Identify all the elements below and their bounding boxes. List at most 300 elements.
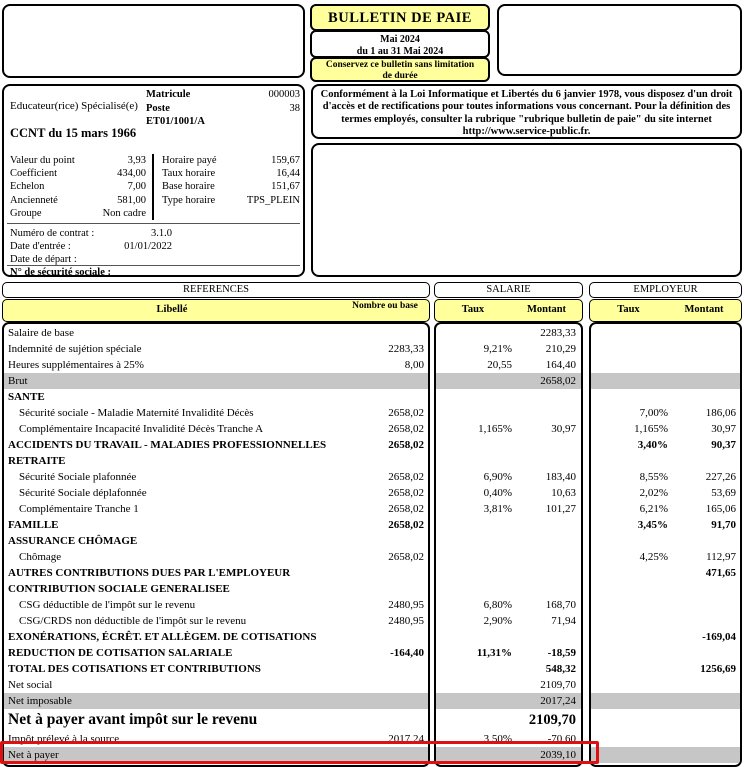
row-label: RETRAITE <box>8 455 66 467</box>
table-row-salarie <box>436 709 581 731</box>
key-label: Horaire payé <box>162 155 217 166</box>
table-row <box>4 437 428 453</box>
table-row-salarie <box>436 357 581 373</box>
job-title: Educateur(rice) Spécialisé(e) <box>10 100 138 112</box>
employeur-taux <box>591 747 668 763</box>
table-row-salarie <box>436 501 581 517</box>
row-label: CSG déductible de l'impôt sur le revenu <box>19 599 196 611</box>
pay-period-range: du 1 au 31 Mai 2024 <box>356 46 444 57</box>
table-row <box>4 389 428 405</box>
collective-agreement: CCNT du 15 mars 1966 <box>10 126 137 140</box>
key-label: Numéro de contrat : <box>10 228 95 239</box>
row-label: Indemnité de sujétion spéciale <box>8 343 142 355</box>
col-employeur-montant: Montant <box>684 304 724 315</box>
salarie-montant <box>512 437 581 453</box>
salarie-taux <box>436 453 512 469</box>
employeur-montant <box>668 357 740 373</box>
ssn-label: N° de sécurité sociale : <box>10 267 112 278</box>
row-base: 2283,33 <box>388 343 424 355</box>
row-label: Complémentaire Incapacité Invalidité Décès Tranche A <box>19 423 264 435</box>
table-row-employeur <box>591 731 740 747</box>
value: 16,44 <box>276 168 300 180</box>
employeur-taux <box>591 661 668 677</box>
row-label: Sécurité Sociale déplafonnée <box>19 487 147 499</box>
key-label: Base horaire <box>162 181 215 193</box>
employeur-taux <box>591 613 668 629</box>
section-title-salarie: SALARIE <box>434 282 583 298</box>
section-title-employeur: EMPLOYEUR <box>589 282 742 298</box>
col-employeur-taux: Taux <box>617 304 640 315</box>
employeur-montant <box>668 533 740 549</box>
row-base: 2480,95 <box>388 599 424 611</box>
row-base: 2658,02 <box>388 471 424 483</box>
salarie-taux <box>436 405 512 421</box>
row-base <box>332 453 428 469</box>
employeur-taux: 3,45% <box>637 519 668 531</box>
employeur-taux <box>591 693 668 709</box>
salarie-montant: 2039,10 <box>540 749 576 761</box>
payslip-title: BULLETIN DE PAIE <box>310 4 490 31</box>
table-row <box>4 501 428 517</box>
table-row-employeur <box>591 677 740 693</box>
table-row <box>4 661 428 677</box>
row-base <box>332 581 428 597</box>
table-row-employeur <box>591 421 740 437</box>
salarie-montant <box>512 453 581 469</box>
table-row-employeur <box>591 453 740 469</box>
employeur-montant <box>668 453 740 469</box>
table-row <box>4 693 428 709</box>
table-row <box>4 485 428 501</box>
row-label: Sécurité sociale - Maladie Maternité Invalidité Décès <box>19 407 254 419</box>
key-label: Valeur du point <box>10 155 75 166</box>
legal-line-1: Conformément à la Loi Informatique et Libertés du 6 janvier 1978, vous disposez d'un droit d'accès et de rectifications pour toutes informations vous concernant. <box>320 89 733 113</box>
table-row-salarie <box>436 405 581 421</box>
table-row-salarie <box>436 373 581 389</box>
net-a-payer-highlight <box>0 741 599 764</box>
employeur-taux <box>591 533 668 549</box>
employeur-taux <box>591 677 668 693</box>
employeur-montant: 53,69 <box>711 487 736 499</box>
row-base: 2480,95 <box>388 615 424 627</box>
row-base: 2658,02 <box>388 407 424 419</box>
table-row-employeur <box>591 747 740 763</box>
employeur-taux <box>591 357 668 373</box>
row-base <box>332 389 428 405</box>
salarie-montant: 2017,24 <box>540 695 576 707</box>
table-row-salarie <box>436 421 581 437</box>
table-row-employeur <box>591 613 740 629</box>
section-title-references: REFERENCES <box>2 282 430 298</box>
employer-box-empty <box>2 4 305 78</box>
body-salarie <box>434 322 583 767</box>
salarie-taux <box>436 709 512 731</box>
salarie-taux <box>436 581 512 597</box>
row-label: Complémentaire Tranche 1 <box>19 503 139 515</box>
table-row <box>4 421 428 437</box>
table-row-employeur <box>591 533 740 549</box>
table-row-salarie <box>436 661 581 677</box>
key-value-row <box>10 207 146 220</box>
value: TPS_PLEIN <box>246 194 300 206</box>
employeur-taux: 6,21% <box>639 503 668 515</box>
employeur-montant <box>668 325 740 341</box>
table-row <box>4 677 428 693</box>
employeur-taux <box>591 389 668 405</box>
row-base: 2658,02 <box>388 423 424 435</box>
col-salarie-taux: Taux <box>461 304 485 315</box>
employeur-taux: 1,165% <box>634 423 668 435</box>
row-base <box>332 325 428 341</box>
salarie-taux <box>436 533 512 549</box>
row-label: SANTE <box>8 391 45 403</box>
value: 581,00 <box>117 194 146 206</box>
row-base: -164,40 <box>390 647 424 659</box>
row-label: Heures supplémentaires à 25% <box>8 359 144 371</box>
header-employeur <box>589 299 742 322</box>
employeur-montant: -169,04 <box>702 631 736 643</box>
value: 159,67 <box>271 155 300 166</box>
row-base <box>332 709 428 731</box>
key-label: Taux horaire <box>162 168 216 180</box>
employeur-taux <box>591 581 668 597</box>
employeur-taux <box>591 453 668 469</box>
key-value-row <box>10 167 146 180</box>
row-base <box>332 629 428 645</box>
table-row <box>4 629 428 645</box>
employeur-taux <box>591 373 668 389</box>
table-row-salarie <box>436 437 581 453</box>
employeur-montant <box>668 645 740 661</box>
salarie-taux <box>436 693 512 709</box>
employeur-taux <box>591 731 668 747</box>
salarie-taux <box>436 565 512 581</box>
table-row-employeur <box>591 437 740 453</box>
salarie-montant <box>512 517 581 533</box>
row-label: Salaire de base <box>8 327 74 339</box>
col-libelle: Libellé <box>156 304 188 315</box>
salarie-taux <box>436 549 512 565</box>
row-label: FAMILLE <box>8 519 59 531</box>
salarie-montant: 2283,33 <box>540 327 576 339</box>
employeur-montant: 30,97 <box>711 423 736 435</box>
employeur-taux <box>591 629 668 645</box>
table-row-employeur <box>591 341 740 357</box>
salarie-taux <box>436 389 512 405</box>
row-base <box>332 565 428 581</box>
employeur-taux: 8,55% <box>639 471 668 483</box>
key-label: Date de départ : <box>10 254 77 266</box>
table-row-salarie <box>436 581 581 597</box>
row-label: CSG/CRDS non déductible de l'impôt sur le revenu <box>19 615 247 627</box>
row-label: ACCIDENTS DU TRAVAIL - MALADIES PROFESSIONNELLES <box>8 439 327 451</box>
table-row-employeur <box>591 357 740 373</box>
employeur-montant <box>668 373 740 389</box>
employeur-taux: 4,25% <box>639 551 668 563</box>
salarie-montant: -70,60 <box>547 733 576 745</box>
row-base: 8,00 <box>404 359 424 371</box>
key-value-row <box>10 227 172 240</box>
salarie-montant: 548,32 <box>545 663 576 675</box>
salarie-taux: 11,31% <box>476 647 512 659</box>
employeur-montant: 227,26 <box>705 471 736 483</box>
legal-line-2: Pour la définition des termes employés, consulter la rubrique "rubrique bulletin de paie" du site internet http://www.service-public.fr. <box>341 101 731 138</box>
key-value-row <box>146 102 300 116</box>
col-salarie-montant: Montant <box>526 304 567 315</box>
table-row-salarie <box>436 597 581 613</box>
value: Non cadre <box>102 207 146 219</box>
table-row-salarie <box>436 485 581 501</box>
employeur-montant <box>668 597 740 613</box>
key-label: Coefficient <box>10 168 58 180</box>
table-row-employeur <box>591 597 740 613</box>
table-row-salarie <box>436 325 581 341</box>
employeur-taux <box>591 325 668 341</box>
employeur-taux: 3,40% <box>637 439 668 451</box>
row-label: EXONÉRATIONS, ÉCRÊT. ET ALLÈGEM. DE COTISATIONS <box>8 631 317 643</box>
table-row-salarie <box>436 533 581 549</box>
table-row-salarie <box>436 389 581 405</box>
employeur-montant <box>668 613 740 629</box>
employeur-montant <box>668 731 740 747</box>
salarie-montant: 168,70 <box>545 599 576 611</box>
employeur-taux: 7,00% <box>639 407 668 419</box>
table-row-employeur <box>591 501 740 517</box>
value: 000003 <box>268 89 300 100</box>
table-row <box>4 533 428 549</box>
employeur-montant: 186,06 <box>705 407 736 419</box>
table-row-employeur <box>591 629 740 645</box>
table-row <box>4 469 428 485</box>
row-base <box>332 693 428 709</box>
separator-line <box>7 223 300 224</box>
table-row-employeur <box>591 549 740 565</box>
employeur-taux <box>591 341 668 357</box>
table-row <box>4 549 428 565</box>
table-row-employeur <box>591 485 740 501</box>
salarie-montant: -18,59 <box>547 647 576 659</box>
employeur-taux: 2,02% <box>639 487 668 499</box>
table-row <box>4 517 428 533</box>
employeur-taux <box>591 565 668 581</box>
table-row <box>4 645 428 661</box>
employeur-montant: 90,37 <box>711 439 736 451</box>
row-base: 2658,02 <box>388 439 424 451</box>
table-row-employeur <box>591 405 740 421</box>
row-label: CONTRIBUTION SOCIALE GENERALISEE <box>8 583 230 595</box>
row-base: 2017,24 <box>388 733 424 745</box>
value: 151,67 <box>271 181 300 193</box>
employeur-montant <box>668 693 740 709</box>
row-label: Net à payer <box>8 749 59 761</box>
table-row-salarie <box>436 645 581 661</box>
table-row-salarie <box>436 693 581 709</box>
employeur-montant <box>668 709 740 731</box>
table-row-employeur <box>591 693 740 709</box>
salarie-taux <box>436 677 512 693</box>
salarie-taux <box>436 437 512 453</box>
key-value-row <box>162 194 300 207</box>
key-label: Ancienneté <box>10 194 58 206</box>
value: 38 <box>289 102 300 114</box>
table-row-employeur <box>591 565 740 581</box>
table-row-employeur <box>591 469 740 485</box>
salarie-taux: 9,21% <box>483 343 512 355</box>
value: 01/01/2022 <box>124 241 172 253</box>
table-row <box>4 405 428 421</box>
salarie-montant: 183,40 <box>545 471 576 483</box>
table-row <box>4 373 428 389</box>
row-base: 2658,02 <box>388 487 424 499</box>
row-base: 2658,02 <box>388 551 424 563</box>
row-base <box>332 373 428 389</box>
row-label: REDUCTION DE COTISATION SALARIALE <box>8 647 233 659</box>
key-value-row <box>162 167 300 180</box>
table-row-salarie <box>436 677 581 693</box>
salarie-taux: 3,81% <box>483 503 512 515</box>
row-label: Net à payer avant impôt sur le revenu <box>8 711 258 728</box>
table-row <box>4 325 428 341</box>
key-value-row <box>146 115 300 129</box>
salarie-taux <box>436 325 512 341</box>
salarie-montant: 2658,02 <box>540 375 576 387</box>
stats-left <box>10 154 146 220</box>
value: 434,00 <box>117 168 146 180</box>
key-value-row <box>10 154 146 167</box>
salarie-taux: 1,165% <box>478 423 512 435</box>
salarie-montant <box>512 533 581 549</box>
table-row <box>4 565 428 581</box>
key-value-row <box>162 154 300 167</box>
key-value-row <box>10 194 146 207</box>
table-row-salarie <box>436 469 581 485</box>
table-row-employeur <box>591 581 740 597</box>
table-row <box>4 613 428 629</box>
salarie-montant <box>512 549 581 565</box>
row-base <box>332 661 428 677</box>
table-row-salarie <box>436 629 581 645</box>
employeur-montant <box>668 389 740 405</box>
salarie-taux: 0,40% <box>483 487 512 499</box>
salarie-taux <box>436 373 512 389</box>
table-row-employeur <box>591 389 740 405</box>
table-row-employeur <box>591 517 740 533</box>
separator-line <box>7 265 300 266</box>
table-row-salarie <box>436 613 581 629</box>
row-label: Net social <box>8 679 53 691</box>
empty-box <box>311 143 742 277</box>
salarie-montant: 30,97 <box>551 423 576 435</box>
employeur-montant <box>668 341 740 357</box>
salarie-taux: 2,90% <box>483 615 512 627</box>
key-label: Echelon <box>10 181 45 193</box>
salarie-taux: 6,90% <box>483 471 512 483</box>
row-label: Chômage <box>19 551 62 563</box>
salarie-montant <box>512 629 581 645</box>
employeur-montant: 112,97 <box>706 551 736 563</box>
employeur-taux <box>591 597 668 613</box>
table-row-salarie <box>436 517 581 533</box>
row-label: Sécurité Sociale plafonnée <box>19 471 137 483</box>
table-row-salarie <box>436 453 581 469</box>
employeur-montant <box>668 677 740 693</box>
value: 3,93 <box>127 155 146 166</box>
table-row-employeur <box>591 373 740 389</box>
salarie-montant <box>512 565 581 581</box>
salarie-montant: 164,40 <box>545 359 576 371</box>
keep-note: Conservez ce bulletin sans limitation de durée <box>310 57 490 82</box>
employeur-montant: 91,70 <box>711 519 736 531</box>
header-references <box>2 299 430 322</box>
table-row-employeur <box>591 661 740 677</box>
table-row-salarie <box>436 565 581 581</box>
key-value-row <box>162 180 300 193</box>
salarie-montant <box>512 581 581 597</box>
salarie-taux <box>436 629 512 645</box>
employeur-montant: 471,65 <box>705 567 736 579</box>
salarie-taux: 6,80% <box>483 599 512 611</box>
table-row-salarie <box>436 549 581 565</box>
employeur-montant <box>668 747 740 763</box>
body-references <box>2 322 430 767</box>
salarie-montant <box>512 405 581 421</box>
salarie-montant: 101,27 <box>545 503 576 515</box>
key-label: Poste <box>146 102 170 114</box>
pay-period-box <box>310 30 490 58</box>
table-row <box>4 709 428 731</box>
row-label: ASSURANCE CHÔMAGE <box>8 535 138 547</box>
salarie-taux <box>436 661 512 677</box>
table-row <box>4 341 428 357</box>
row-base <box>332 533 428 549</box>
contract-rows <box>10 227 172 267</box>
key-label: Groupe <box>10 207 42 219</box>
stats-right <box>162 154 300 207</box>
key-label: Matricule <box>146 89 191 100</box>
header-salarie <box>434 299 583 322</box>
row-label: Impôt prélevé à la source <box>8 733 120 745</box>
salarie-montant <box>512 389 581 405</box>
table-row-employeur <box>591 645 740 661</box>
row-base: 2658,02 <box>388 519 424 531</box>
employee-id-rows <box>146 88 300 129</box>
table-row <box>4 581 428 597</box>
table-row-employeur <box>591 325 740 341</box>
salarie-taux <box>436 517 512 533</box>
salarie-montant: 71,94 <box>551 615 576 627</box>
table-row-salarie <box>436 341 581 357</box>
employeur-taux <box>591 645 668 661</box>
value: 3.1.0 <box>151 228 172 239</box>
table-row-employeur <box>591 709 740 731</box>
key-value-row <box>10 240 172 253</box>
row-label: Brut <box>8 375 28 387</box>
body-employeur <box>589 322 742 767</box>
salarie-montant: 2109,70 <box>540 679 576 691</box>
employeur-montant: 165,06 <box>705 503 736 515</box>
employee-info-box <box>2 84 305 277</box>
value: 7,00 <box>127 181 146 193</box>
salarie-montant: 210,29 <box>545 343 576 355</box>
row-label: Net imposable <box>8 695 72 707</box>
key-label: Date d'entrée : <box>10 241 71 253</box>
salarie-montant: 10,63 <box>551 487 576 499</box>
key-label: ET01/1001/A <box>146 116 205 127</box>
employeur-montant <box>668 581 740 597</box>
salarie-taux: 3,50% <box>483 733 512 745</box>
stats-divider <box>152 154 154 220</box>
salarie-taux: 20,55 <box>487 359 512 371</box>
